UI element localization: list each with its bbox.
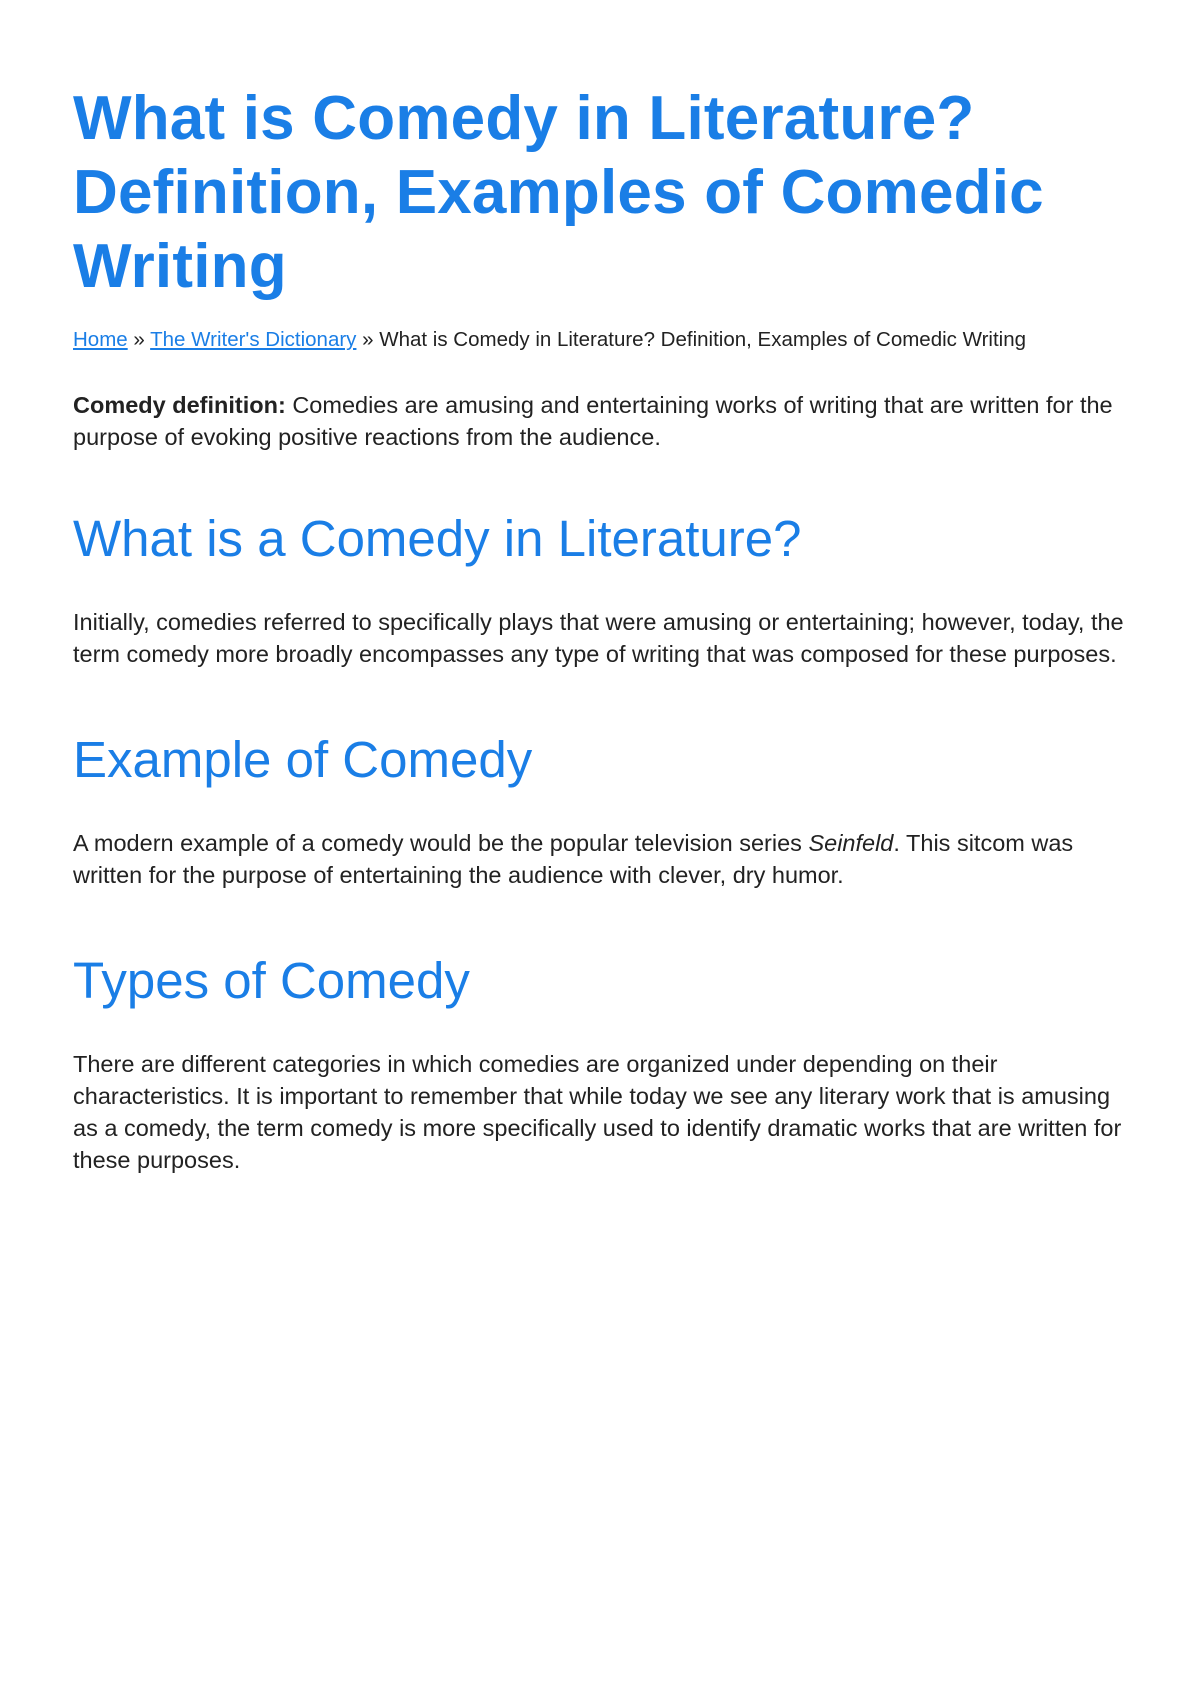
example-text-before: A modern example of a comedy would be the popular television series xyxy=(73,830,809,856)
breadcrumb-home-link[interactable]: Home xyxy=(73,328,128,351)
breadcrumb xyxy=(73,326,1140,354)
definition-label: Comedy definition: xyxy=(73,392,286,418)
definition-text: Comedies are amusing and entertaining works of writing that are written for the purpose of evoking positive reactions from the audience. xyxy=(73,392,1113,450)
section-text-types: There are different categories in which comedies are organized under depending on their characteristics. It is important to remember that while today we see any literary work that is amusing as a comedy, the term comedy is more specifically used to identify dramatic works that are written for these purposes. xyxy=(73,1051,1122,1173)
page-title: What is Comedy in Literature? Definition, Examples of Comedic Writing xyxy=(73,84,1044,301)
example-text-after: . This sitcom was written for the purpose of entertaining the audience with clever, dry humor. xyxy=(73,830,1074,888)
section-heading-example: Example of Comedy xyxy=(73,731,533,788)
section-text-what-is-comedy: Initially, comedies referred to specifically plays that were amusing or entertaining; however, today, the term comedy more broadly encompasses any type of writing that was composed for these purposes. xyxy=(73,609,1124,667)
breadcrumb-separator: » xyxy=(362,328,374,351)
section-heading-what-is-comedy: What is a Comedy in Literature? xyxy=(73,510,802,567)
section-text-example xyxy=(73,827,1140,891)
breadcrumb-current: What is Comedy in Literature? Definition, Examples of Comedic Writing xyxy=(379,328,1027,351)
breadcrumb-dictionary-link[interactable]: The Writer's Dictionary xyxy=(150,328,357,351)
breadcrumb-separator: » xyxy=(133,328,145,351)
section-heading-types: Types of Comedy xyxy=(73,952,470,1009)
definition-paragraph xyxy=(73,389,1140,453)
example-title-emphasis: Seinfeld xyxy=(808,830,894,856)
